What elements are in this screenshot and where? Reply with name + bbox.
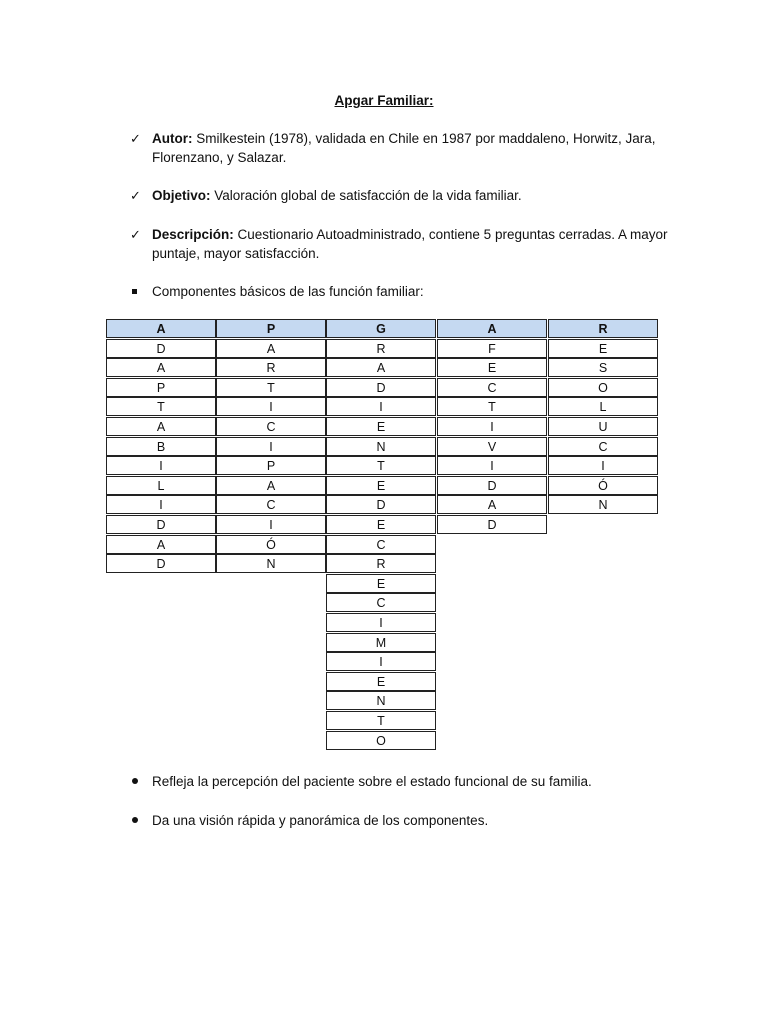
table-cell: D: [106, 515, 216, 534]
bullet-item-2: [130, 811, 670, 830]
table-cell: I: [106, 456, 216, 475]
table-cell: Ó: [216, 535, 326, 554]
bullet-text-2: Da una visión rápida y panorámica de los componentes.: [152, 813, 489, 828]
table-cell: E: [437, 358, 547, 377]
square-bullet-icon: [130, 282, 146, 301]
table-cell: A: [437, 495, 547, 514]
table-cell: I: [216, 515, 326, 534]
table-cell: I: [326, 652, 436, 671]
objective-label: Objetivo:: [152, 188, 211, 203]
table-cell: I: [548, 456, 658, 475]
table-header-cell: A: [106, 319, 216, 338]
table-cell: R: [326, 339, 436, 358]
table-cell: A: [106, 535, 216, 554]
table-cell: F: [437, 339, 547, 358]
table-cell: C: [437, 378, 547, 397]
page-title: Apgar Familiar:: [334, 93, 434, 108]
table-cell: N: [326, 437, 436, 456]
table-cell: I: [437, 456, 547, 475]
table-cell: D: [326, 378, 436, 397]
table-cell: T: [326, 456, 436, 475]
table-cell: A: [106, 417, 216, 436]
table-cell: R: [216, 358, 326, 377]
author-label: Autor:: [152, 131, 193, 146]
table-cell: I: [437, 417, 547, 436]
table-header-cell: R: [548, 319, 658, 338]
table-cell: N: [548, 495, 658, 514]
table-cell: T: [106, 397, 216, 416]
table-cell: C: [216, 417, 326, 436]
table-cell: I: [216, 397, 326, 416]
table-cell: D: [106, 339, 216, 358]
table-cell: P: [216, 456, 326, 475]
bullet-item-1: [130, 772, 670, 791]
table-cell: Ó: [548, 476, 658, 495]
description-item: [130, 225, 670, 263]
table-cell: L: [106, 476, 216, 495]
table-cell: T: [216, 378, 326, 397]
table-cell: E: [326, 574, 436, 593]
table-header-cell: A: [437, 319, 547, 338]
table-cell: S: [548, 358, 658, 377]
table-header-cell: P: [216, 319, 326, 338]
table-cell: U: [548, 417, 658, 436]
table-cell: T: [326, 711, 436, 730]
table-cell: C: [326, 535, 436, 554]
table-cell: D: [326, 495, 436, 514]
table-cell: M: [326, 633, 436, 652]
description-text: Cuestionario Autoadministrado, contiene 5 preguntas cerradas. A mayor puntaje, mayor satisfacción.: [152, 227, 668, 261]
table-cell: I: [106, 495, 216, 514]
table-cell: V: [437, 437, 547, 456]
checkmark-icon: ✓: [130, 131, 141, 146]
table-cell: E: [326, 515, 436, 534]
table-cell: A: [216, 339, 326, 358]
table-cell: N: [216, 554, 326, 573]
table-cell: D: [437, 515, 547, 534]
table-cell: B: [106, 437, 216, 456]
table-cell: L: [548, 397, 658, 416]
table-cell: E: [326, 672, 436, 691]
author-item: [130, 129, 670, 167]
table-cell: C: [548, 437, 658, 456]
objective-item: [130, 186, 670, 205]
table-cell: C: [216, 495, 326, 514]
table-cell: I: [326, 613, 436, 632]
table-cell: I: [326, 397, 436, 416]
table-cell: E: [326, 476, 436, 495]
table-cell: R: [326, 554, 436, 573]
table-cell: N: [326, 691, 436, 710]
table-cell: P: [106, 378, 216, 397]
table-cell: O: [326, 731, 436, 750]
table-cell: D: [106, 554, 216, 573]
table-header-cell: G: [326, 319, 436, 338]
table-cell: E: [326, 417, 436, 436]
table-cell: A: [216, 476, 326, 495]
components-label: Componentes básicos de las función familiar:: [152, 284, 424, 299]
bullet-text-1: Refleja la percepción del paciente sobre el estado funcional de su familia.: [152, 774, 592, 789]
description-label: Descripción:: [152, 227, 234, 242]
table-cell: C: [326, 593, 436, 612]
table-cell: T: [437, 397, 547, 416]
table-cell: I: [216, 437, 326, 456]
table-cell: E: [548, 339, 658, 358]
author-text: Smilkestein (1978), validada en Chile en 1987 por maddaleno, Horwitz, Jara, Florenzano, y Salazar.: [152, 131, 656, 165]
checkmark-icon: ✓: [130, 227, 141, 242]
table-cell: A: [326, 358, 436, 377]
table-cell: D: [437, 476, 547, 495]
checkmark-icon: ✓: [130, 188, 141, 203]
dot-bullet-icon: [130, 772, 146, 791]
objective-text: Valoración global de satisfacción de la vida familiar.: [210, 188, 522, 203]
table-cell: A: [106, 358, 216, 377]
components-item: [130, 282, 670, 301]
table-cell: O: [548, 378, 658, 397]
dot-bullet-icon: [130, 811, 146, 830]
